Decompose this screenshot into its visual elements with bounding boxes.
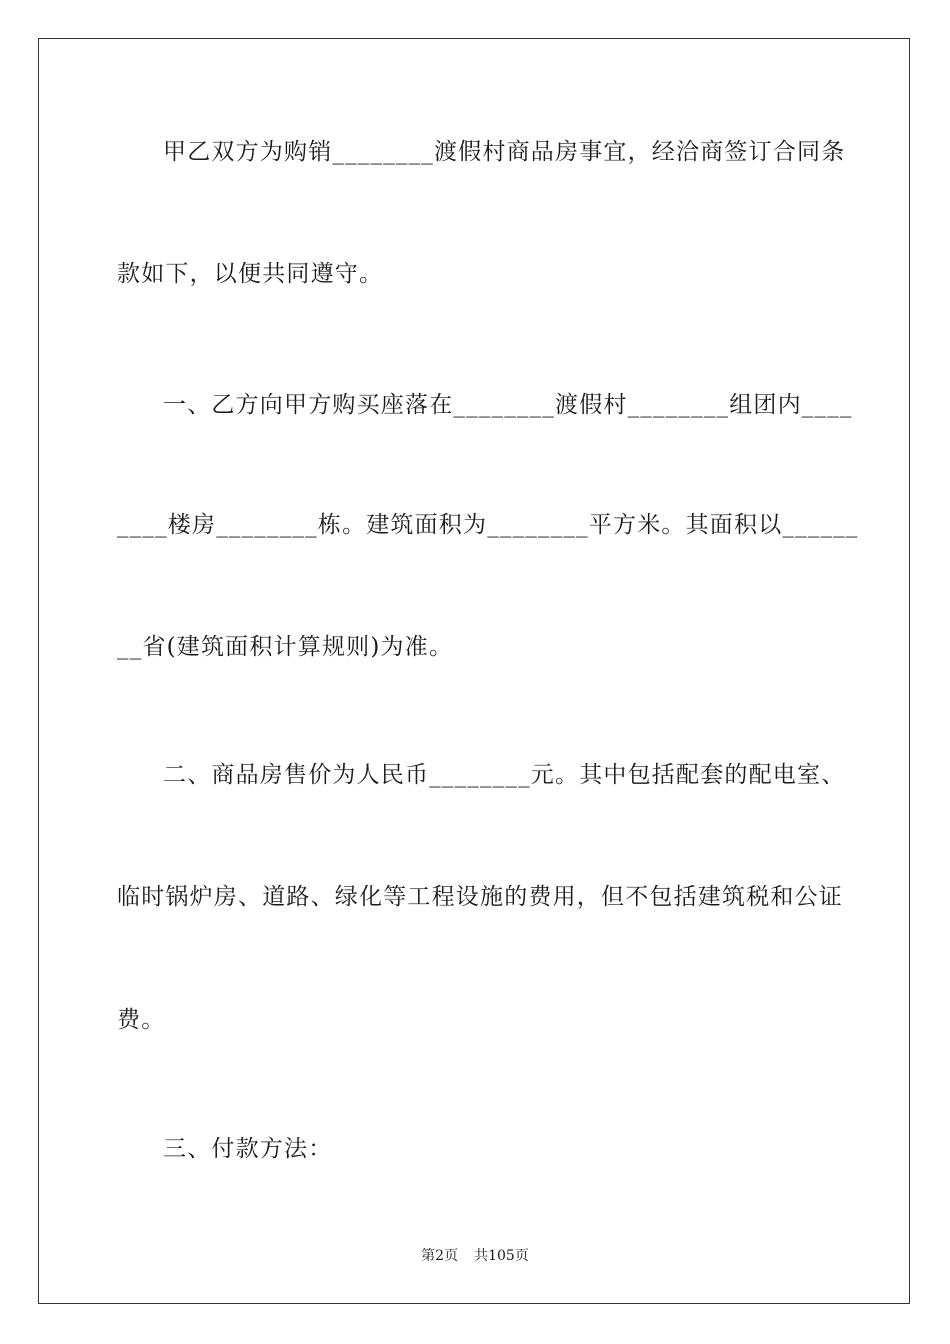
clause-3-heading: 三、付款方法： [163,1136,333,1162]
page-total: 共105页 [474,1248,529,1264]
page-border [38,38,910,1304]
paragraph-intro-line-1: 甲乙双方为购销________渡假村商品房事宜，经洽商签订合同条 [163,139,846,165]
page-footer [0,1246,950,1266]
clause-1-line-3: __省(建筑面积计算规则)为准。 [117,634,454,660]
page-number: 第2页 [421,1248,459,1264]
clause-1-line-1: 一、乙方向甲方购买座落在________渡假村________组团内____ [163,392,853,418]
clause-2-line-2: 临时锅炉房、道路、绿化等工程设施的费用，但不包括建筑税和公证 [117,884,843,910]
clause-2-line-3: 费。 [117,1007,166,1033]
paragraph-intro-line-2: 款如下，以便共同遵守。 [117,261,384,287]
clause-1-line-2: ____楼房________栋。建筑面积为________平方米。其面积以______ [117,512,859,538]
clause-2-line-1: 二、商品房售价为人民币________元。其中包括配套的配电室、 [163,762,846,788]
